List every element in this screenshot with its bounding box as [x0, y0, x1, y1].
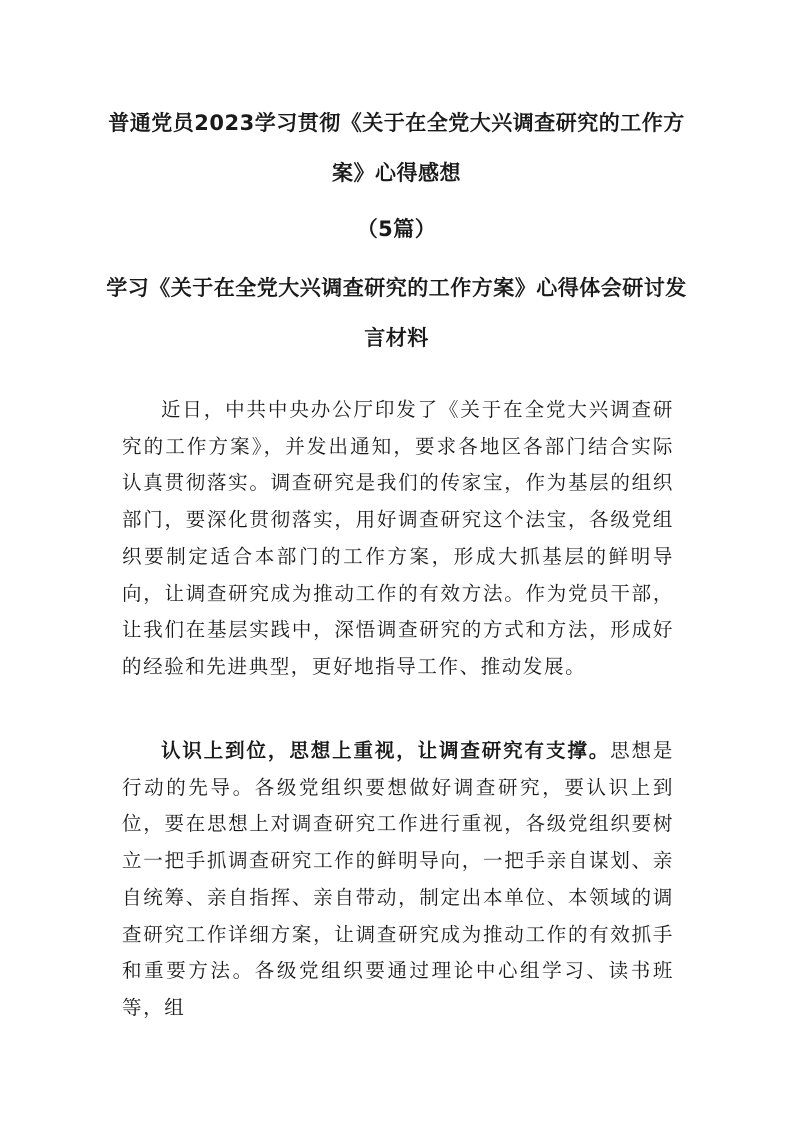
article-subtitle: 学习《关于在全党大兴调查研究的工作方案》心得体会研讨发言材料 [106, 276, 687, 350]
document-title: 普通党员2023学习贯彻《关于在全党大兴调查研究的工作方案》心得感想 [108, 111, 685, 185]
paragraph-lead: 认识上到位，思想上重视，让调查研究有支撑。 [161, 739, 611, 762]
paragraph-text: 近日，中共中央办公厅印发了《关于在全党大兴调查研究的工作方案》，并发出通知，要求各地区各部门结合实际认真贯彻落实。调查研究是我们的传家宝，作为基层的组织部门，要深化贯彻落实，用好调查研究这个法宝，各级党组织要制定适合本部门的工作方案，形成大抓基层的鲜明导向，让调查研究成为推动工作的有效方法。作为党员干部，让我们在基层实践中，深悟调查研究的方式和方法，形成好的经验和先进典型，更好地指导工作、推动发展。 [122, 398, 674, 678]
article-count: （5篇） [356, 217, 437, 241]
paragraph-text: 思想是行动的先导。各级党组织要想做好调查研究，要认识上到位，要在思想上对调查研究工作进行重视，各级党组织要树立一把手抓调查研究工作的鲜明导向，一把手亲自谋划、亲自统筹、亲自指挥、亲自带动，制定出本单位、本领域的调查研究工作详细方案，让调查研究成为推动工作的有效抓手和重要方法。各级党组织要通过理论中心组学习、读书班等，组 [122, 739, 674, 1019]
body-paragraph [122, 733, 674, 1027]
body-paragraph [122, 392, 674, 686]
